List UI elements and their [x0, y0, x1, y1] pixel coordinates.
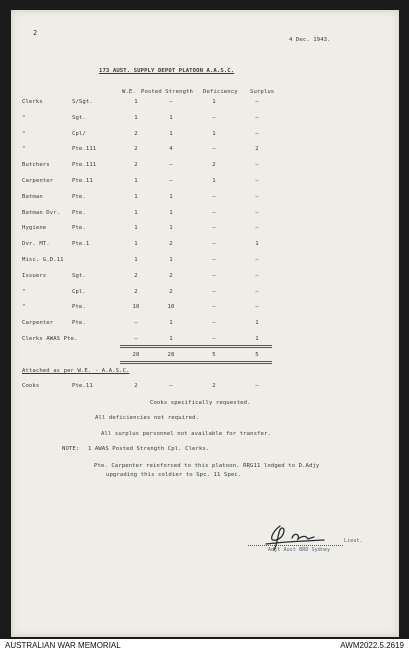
table-cell-posted: –	[169, 99, 173, 105]
table-cell-posted: 2	[169, 288, 173, 295]
table-cell-sur: –	[255, 99, 259, 105]
table-cell-def: –	[212, 209, 216, 216]
table-cell-role: Batman	[22, 193, 43, 200]
table-cell-posted: 4	[169, 146, 173, 153]
table-cell-we: 1	[134, 241, 138, 248]
table-cell-we: –	[134, 320, 138, 327]
table-cell-posted: 1	[169, 130, 173, 137]
signature-rank: Lieut.	[344, 538, 363, 544]
table-cell-posted: 1	[169, 336, 173, 342]
attached-deficiency: 2	[212, 383, 216, 389]
table-cell-sur: 1	[255, 320, 259, 327]
table-cell-rank: Pte.	[72, 225, 86, 232]
total-posted: 28	[167, 352, 175, 358]
table-cell-def: –	[212, 257, 216, 263]
table-cell-we: 2	[134, 288, 138, 295]
footer-institution: AUSTRALIAN WAR MEMORIAL	[5, 641, 121, 650]
table-cell-def: –	[212, 320, 216, 327]
note-deficiencies: All deficiencies not required.	[95, 415, 200, 421]
table-cell-def: 1	[212, 99, 216, 105]
table-cell-sur: –	[255, 130, 259, 137]
table-cell-we: 10	[132, 304, 140, 311]
table-cell-def: –	[212, 241, 216, 248]
table-cell-sur: 1	[255, 336, 259, 342]
table-cell-posted: 1	[169, 114, 173, 121]
table-cell-sur: –	[255, 225, 259, 232]
table-cell-sur: –	[255, 178, 259, 184]
document-date: 4 Dec. 1943.	[289, 37, 331, 43]
table-cell-rank: Pte.1	[72, 241, 90, 248]
table-cell-rank: Pte.	[72, 304, 86, 311]
table-cell-rank: Pte.	[72, 320, 86, 327]
table-cell-rank: Sgt.	[72, 272, 86, 279]
remark-line-2: upgrading this soldier to Spc. 11 Spec.	[106, 472, 242, 478]
table-cell-role: Issuers	[22, 272, 47, 279]
table-cell-def: –	[212, 225, 216, 232]
table-cell-we: 1	[134, 257, 138, 263]
table-cell-posted: 1	[169, 320, 173, 327]
table-cell-sur: –	[255, 114, 259, 121]
table-cell-we: 1	[134, 114, 138, 121]
table-cell-role: "	[22, 304, 26, 311]
table-cell-def: –	[212, 336, 216, 342]
total-deficiency: 5	[212, 352, 216, 358]
table-cell-we: 2	[134, 162, 138, 169]
table-cell-we: 2	[134, 272, 138, 279]
table-cell-def: –	[212, 114, 216, 121]
header-surplus: Surplus	[250, 89, 275, 95]
totals-rule	[120, 345, 272, 348]
table-cell-role: "	[22, 146, 26, 153]
table-cell-role: Dvr. MT.	[22, 241, 50, 248]
note-surplus: All surplus personnel not available for transfer.	[101, 431, 271, 437]
table-cell-role: Clerks	[22, 99, 43, 105]
note-label: NOTE:	[62, 446, 80, 452]
remark-line-1: Pte. Carpenter reinforced to this platoon. RRG11 lodged to D.Adjy	[94, 463, 320, 469]
table-cell-sur: –	[255, 304, 259, 311]
table-cell-we: –	[134, 336, 138, 342]
total-surplus: 5	[255, 352, 259, 358]
note-text: 1 AWAS Posted Strength Cpl. Clerks.	[88, 446, 210, 452]
table-cell-role: "	[22, 288, 26, 295]
attached-we: 2	[134, 383, 138, 389]
signature-line	[248, 545, 343, 546]
table-cell-role: Misc. G.D.11	[22, 257, 64, 263]
totals-rule-bottom	[120, 361, 272, 364]
note-cooks: Cooks specifically requested.	[150, 400, 251, 406]
table-cell-def: –	[212, 272, 216, 279]
table-cell-def: 2	[212, 162, 216, 169]
table-cell-role: Clerks AWAS Pte.	[22, 336, 78, 342]
table-cell-def: 1	[212, 178, 216, 184]
table-cell-role: Carpenter	[22, 178, 54, 184]
footer-catalogue-number: AWM2022.5.2619	[340, 641, 404, 650]
attached-posted: –	[169, 383, 173, 389]
table-cell-posted: 1	[169, 209, 173, 216]
table-cell-def: –	[212, 304, 216, 311]
table-cell-rank: S/Sgt.	[72, 99, 93, 105]
table-cell-sur: –	[255, 272, 259, 279]
table-cell-posted: 1	[169, 225, 173, 232]
table-cell-rank: Pte.111	[72, 146, 97, 153]
table-cell-sur: –	[255, 209, 259, 216]
header-we: W.E.	[122, 89, 136, 95]
table-cell-we: 1	[134, 193, 138, 200]
table-cell-we: 1	[134, 225, 138, 232]
attached-surplus: –	[255, 383, 259, 389]
table-cell-sur: 2	[255, 146, 259, 153]
table-cell-rank: Cpl/	[72, 130, 86, 137]
table-cell-posted: 2	[169, 272, 173, 279]
table-cell-role: "	[22, 130, 26, 137]
table-cell-rank: Cpl.	[72, 288, 86, 295]
table-cell-posted: 1	[169, 257, 173, 263]
table-cell-sur: –	[255, 257, 259, 263]
attached-heading: Attached as per W.E. - A.A.S.C.	[22, 368, 130, 374]
total-we: 28	[132, 352, 140, 358]
table-cell-role: Batman Dvr.	[22, 209, 61, 216]
table-cell-def: –	[212, 146, 216, 153]
table-cell-def: 1	[212, 130, 216, 137]
table-cell-we: 1	[134, 178, 138, 184]
table-cell-sur: –	[255, 162, 259, 169]
attached-rank: Pte.11	[72, 383, 93, 389]
signature-stamp: Adjt Aust BRD Sydney	[268, 547, 331, 553]
table-cell-role: Butchers	[22, 162, 50, 169]
table-cell-posted: –	[169, 162, 173, 169]
table-cell-posted: –	[169, 178, 173, 184]
table-cell-posted: 1	[169, 193, 173, 200]
table-cell-posted: 2	[169, 241, 173, 248]
table-cell-role: Carpenter	[22, 320, 54, 327]
attached-role: Cooks	[22, 383, 40, 389]
table-cell-role: Hygiene	[22, 225, 47, 232]
table-cell-we: 2	[134, 146, 138, 153]
table-cell-rank: Pte.	[72, 193, 86, 200]
table-cell-we: 1	[134, 99, 138, 105]
footer-bar	[0, 639, 409, 653]
table-cell-rank: Pte.111	[72, 162, 97, 169]
header-deficiency: Deficiency	[203, 89, 238, 95]
table-cell-rank: Pte.11	[72, 178, 93, 184]
table-cell-def: –	[212, 288, 216, 295]
table-cell-role: "	[22, 114, 26, 121]
table-cell-rank: Sgt.	[72, 114, 86, 121]
page-mark: 2	[33, 29, 38, 37]
header-posted-strength: Posted Strength	[141, 89, 194, 95]
table-cell-we: 1	[134, 209, 138, 216]
table-cell-rank: Pte.	[72, 209, 86, 216]
table-cell-sur: –	[255, 288, 259, 295]
table-cell-sur: –	[255, 193, 259, 200]
table-cell-posted: 10	[167, 304, 175, 311]
table-cell-def: –	[212, 193, 216, 200]
document-title: 173 AUST. SUPPLY DEPOT PLATOON A.A.S.C.	[99, 68, 235, 74]
table-cell-we: 2	[134, 130, 138, 137]
table-cell-sur: 1	[255, 241, 259, 248]
